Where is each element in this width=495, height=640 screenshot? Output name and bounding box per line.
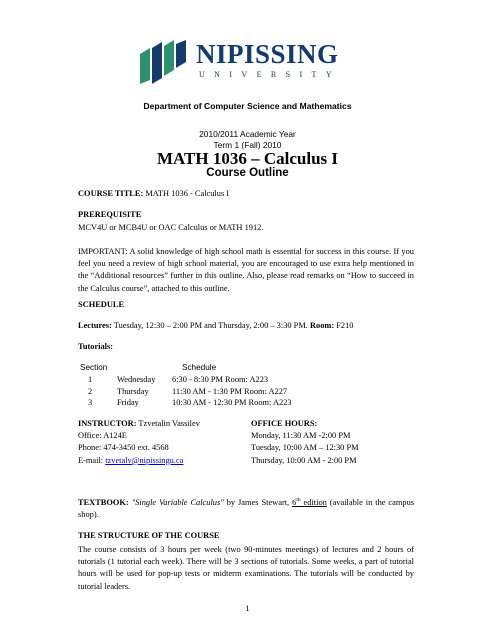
tutorial-section-header: Section bbox=[80, 363, 108, 372]
term: Term 1 (Fall) 2010 bbox=[213, 140, 282, 150]
tutorial-schedule-header: Schedule bbox=[182, 363, 217, 372]
prerequisite-heading: PREREQUISITE bbox=[78, 210, 142, 219]
table-row bbox=[88, 397, 292, 409]
office-hours-heading: OFFICE HOURS: bbox=[251, 419, 318, 428]
tutorial-time: 6:30 - 8:30 PM Room: A223 bbox=[172, 375, 269, 384]
table-row bbox=[88, 386, 292, 398]
instructor-name: Tzvetalin Vassilev bbox=[136, 419, 200, 428]
office-hours-block bbox=[251, 418, 359, 467]
prerequisite-text: MCV4U or MCB4U or OAC Calculus or MATH 1912. bbox=[78, 223, 264, 232]
logo-emblem-icon bbox=[140, 40, 186, 84]
edition-suffix: th bbox=[296, 497, 301, 503]
instructor-block bbox=[78, 418, 200, 467]
schedule-heading: SCHEDULE bbox=[78, 300, 125, 309]
tutorial-time: 10:30 AM - 12:30 PM Room: A223 bbox=[172, 398, 292, 408]
textbook-paragraph bbox=[78, 494, 414, 521]
page-number: 1 bbox=[245, 604, 250, 613]
important-note: IMPORTANT: A solid knowledge of high school math is essential for success in this course. If you feel you need a review of high school material, you are encouraged to use extra help mentioned in the “Additional resources” further in this outline. Also, please read remarks on “How to succeed in the Calculus course”, attached to this outline. bbox=[78, 247, 414, 293]
office-hours-line: Monday, 11:30 AM -2:00 PM bbox=[251, 431, 351, 441]
room-value: F210 bbox=[334, 321, 354, 330]
table-row bbox=[88, 374, 292, 386]
tutorial-num: 2 bbox=[88, 386, 93, 396]
course-title-line bbox=[78, 188, 229, 200]
department-heading: Department of Computer Science and Mathematics bbox=[143, 101, 352, 111]
instructor-office: Office: A124E bbox=[78, 431, 127, 441]
office-hours-line: Tuesday, 10:00 AM – 12:30 PM bbox=[251, 443, 359, 453]
tutorial-num: 1 bbox=[88, 375, 93, 384]
structure-text: The course consists of 3 hours per week (two 90-minutes meetings) of lectures and 2 hours of tutorials (1 tutorial each week). There will be 3 sections of tutorials. Some weeks, a part of tutorial hours will be used for pop-up tests or midterm examinations. The tutorials will be conducted by tutorial leaders. bbox=[78, 545, 414, 591]
tutorial-day: Thursday bbox=[117, 386, 149, 396]
lectures-text: Tuesday, 12:30 – 2:00 PM and Thursday, 2:00 – 3:30 PM. bbox=[111, 321, 308, 330]
instructor-label: INSTRUCTOR: bbox=[78, 419, 137, 428]
course-title-value: MATH 1036 - Calculus I bbox=[143, 189, 230, 198]
textbook-title: "Single Variable Calculus" bbox=[131, 497, 224, 507]
tutorial-num: 3 bbox=[88, 398, 93, 408]
edition-number: 6 bbox=[292, 497, 297, 507]
tutorial-day: Friday bbox=[117, 398, 139, 408]
logo-subtitle: UNIVERSITY bbox=[199, 70, 341, 79]
tutorial-time: 11:30 AM - 1:30 PM Room: A227 bbox=[172, 386, 288, 396]
office-hours-line: Thursday, 10:00 AM - 2:00 PM bbox=[251, 455, 357, 465]
edition-word: edition bbox=[300, 497, 327, 507]
textbook-label: TEXTBOOK: bbox=[78, 497, 129, 507]
textbook-edition bbox=[292, 498, 327, 507]
logo-wordmark: NIPISSING bbox=[196, 39, 339, 69]
textbook-availability: (available in the campus shop). bbox=[78, 497, 415, 519]
email-label: E-mail: bbox=[78, 455, 106, 465]
academic-year: 2010/2011 Academic Year bbox=[199, 129, 296, 139]
tutorials-label: Tutorials: bbox=[78, 342, 114, 351]
course-heading: MATH 1036 – Calculus I bbox=[156, 149, 339, 168]
doc-type-heading: Course Outline bbox=[206, 167, 289, 179]
tutorial-day: Wednesday bbox=[117, 375, 156, 384]
structure-heading: THE STRUCTURE OF THE COURSE bbox=[78, 531, 220, 540]
instructor-email-link[interactable]: tzvetalv@nipissingu.ca bbox=[105, 455, 184, 465]
lectures-line bbox=[78, 320, 354, 332]
course-title-label: COURSE TITLE: bbox=[78, 189, 144, 198]
room-label: Room: bbox=[307, 321, 335, 330]
textbook-author: by James Stewart, bbox=[223, 497, 293, 507]
tutorials-table bbox=[88, 374, 292, 409]
instructor-phone: Phone: 474-3450 ext. 4568 bbox=[78, 443, 169, 453]
lectures-label: Lectures: bbox=[78, 321, 112, 330]
